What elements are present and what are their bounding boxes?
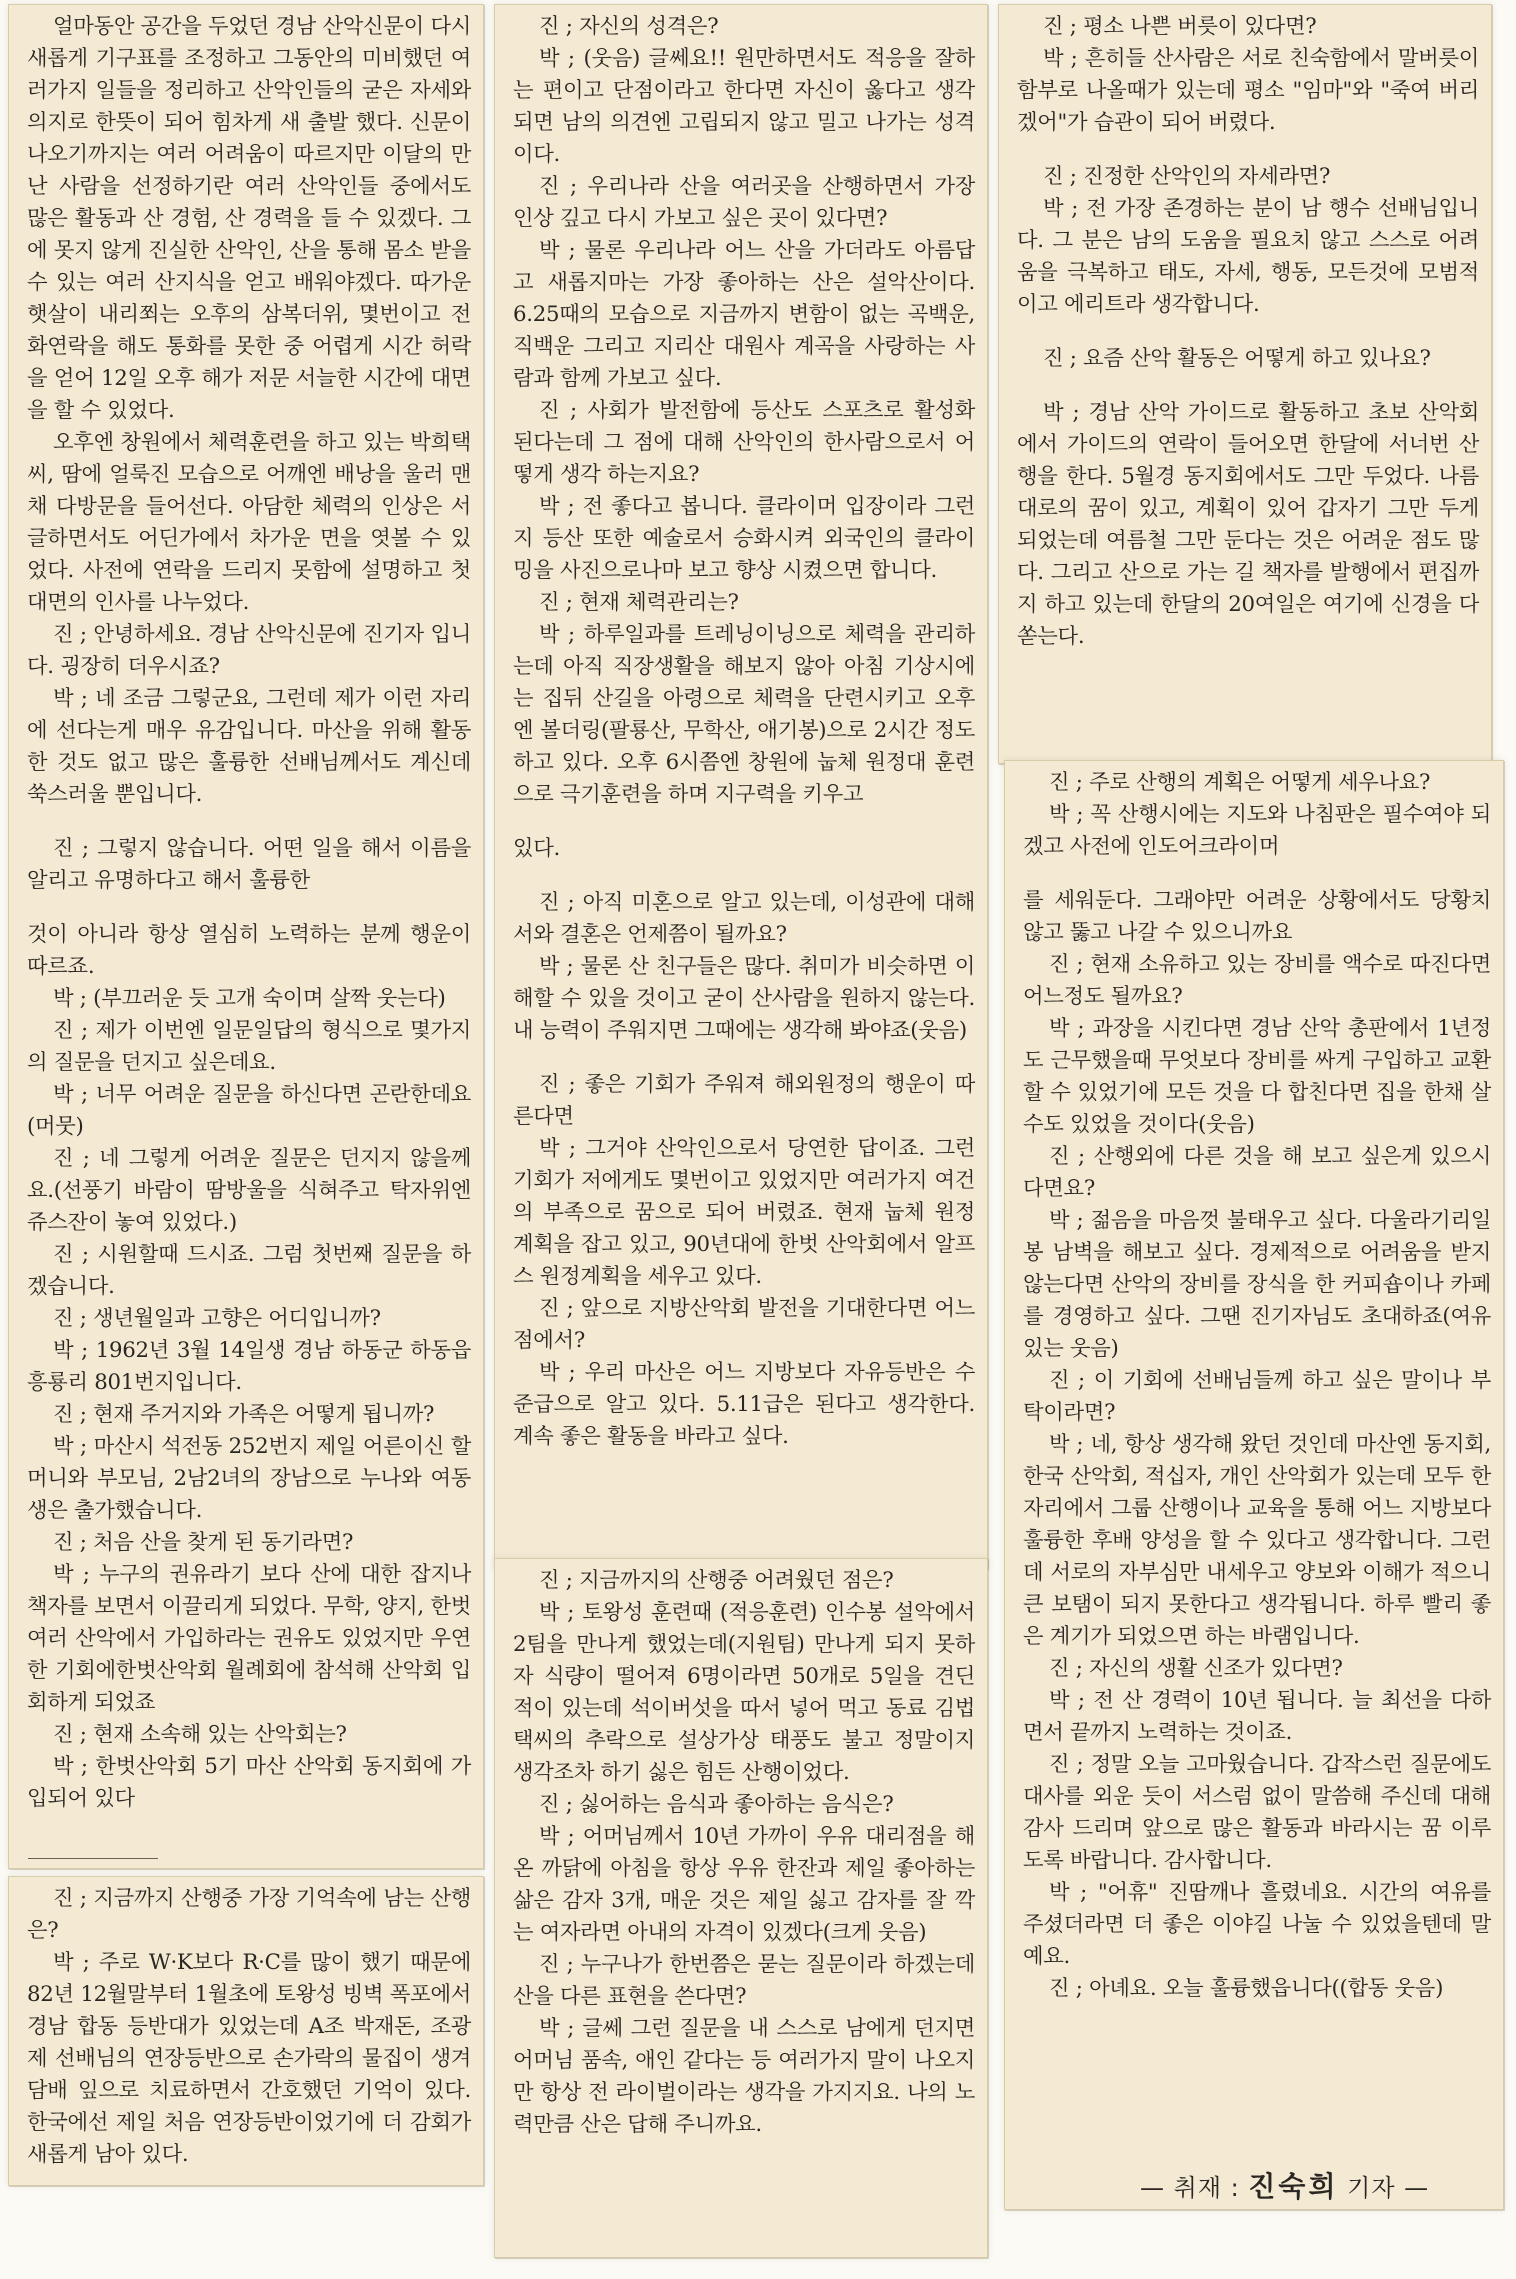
qa-line: 박 ; 1962년 3월 14일생 경남 하동군 하동읍 흥룡리 801번지입니다. — [27, 1338, 471, 1395]
qa-line: 진 ; 평소 나쁜 버릇이 있다면? — [1043, 14, 1317, 39]
qa-line: 진 ; 제가 이번엔 일문일답의 형식으로 몇가지의 질문을 던지고 싶은데요. — [27, 1018, 471, 1075]
qa-line: 진 ; 앞으로 지방산악회 발전을 기대한다면 어느 점에서? — [513, 1296, 975, 1353]
qa-line: 진 ; 현재 체력관리는? — [539, 590, 739, 615]
qa-line: 진 ; 자신의 성격은? — [539, 14, 719, 39]
qa-line: 진 ; 시원할때 드시죠. 그럼 첫번째 질문을 하겠습니다. — [27, 1242, 471, 1299]
qa-line: 진 ; 네 그렇게 어려운 질문은 던지지 않을께요.(선풍기 바람이 땀방울을 식혀주고 탁자위엔 쥬스잔이 놓여 있었다.) — [27, 1146, 471, 1235]
column-3-clipping — [998, 4, 1492, 764]
qa-line: 박 ; 어머님께서 10년 가까이 우유 대리점을 해온 까닭에 아침을 항상 우유 한잔과 제일 좋아하는 삶은 감자 3개, 매운 것은 제일 싫고 감자를 잘 깍는 여자라면 아내의 자격이 있겠다(크게 웃음) — [513, 1824, 975, 1945]
column-2-bottom-clipping — [494, 1558, 988, 2258]
qa-line: 박 ; (웃음) 글쎄요!! 원만하면서도 적응을 잘하는 편이고 단점이라고 한다면 자신이 옳다고 생각되면 남의 의견엔 고립되지 않고 밀고 나가는 성격이다. — [513, 46, 975, 167]
qa-line: 박 ; "어휴" 진땀깨나 흘렸네요. 시간의 여유를 주셨더라면 더 좋은 이야길 나눌 수 있었을텐데 말예요. — [1023, 1880, 1491, 1969]
qa-line: 있다. — [513, 836, 561, 861]
qa-line: 진 ; 요즘 산악 활동은 어떻게 하고 있나요? — [1043, 346, 1431, 371]
qa-line: 박 ; 누구의 권유라기 보다 산에 대한 잡지나 책자를 보면서 이끌리게 되었다. 무학, 양지, 한벗 여러 산악에서 가입하라는 권유도 있었지만 우연한 기회에한벗산악회 월례회에 참석해 산악회 입회하게 되었죠 — [27, 1562, 471, 1715]
qa-line: 박 ; 우리 마산은 어느 지방보다 자유등반은 수준급으로 알고 있다. 5.11급은 된다고 생각한다. 계속 좋은 활동을 바라고 싶다. — [513, 1360, 975, 1449]
qa-line: 진 ; 생년월일과 고향은 어디입니까? — [53, 1306, 381, 1331]
qa-line: 박 ; 글쎄 그런 질문을 내 스스로 남에게 던지면 어머님 품속, 애인 같다는 등 여러가지 말이 나오지만 항상 전 라이벌이라는 생각을 가지지요. 나의 노력만큼 산은 답해 주니까요. — [513, 2016, 975, 2137]
intro-paragraph-1: 얼마동안 공간을 두었던 경남 산악신문이 다시 새롭게 기구표를 조정하고 그동안의 미비했던 여러가지 일들을 정리하고 산악인들의 굳은 자세와 의지로 한뜻이 되어 힘차게 새 출발 했다. 신문이 나오기까지는 여러 어려움이 따르지만 이달의 만난 사람을 선정하기란 여러 산악인들 중에서도 많은 활동과 산 경험, 산 경력을 들 수 있겠다. 그에 못지 않게 진실한 산악인, 산을 통해 몸소 받을 수 있는 여러 산지식을 얻고 배워야겠다. 따가운 햇살이 내리쬐는 오후의 삼복더위, 몇번이고 전화연락을 해도 통화를 못한 중 어렵게 시간 허락을 얻어 12일 오후 해가 저문 서늘한 시간에 대면을 할 수 있었다. — [27, 14, 471, 423]
qa-line: 진 ; 현재 주거지와 가족은 어떻게 됩니까? — [53, 1402, 435, 1427]
qa-line: 박 ; 물론 산 친구들은 많다. 취미가 비슷하면 이해할 수 있을 것이고 굳이 산사람을 원하지 않는다. 내 능력이 주워지면 그때에는 생각해 봐야죠(웃음) — [513, 954, 975, 1043]
qa-line: 진 ; 주로 산행의 계획은 어떻게 세우나요? — [1049, 770, 1431, 795]
qa-line: 진 ; 누구나가 한번쯤은 묻는 질문이라 하겠는데 산을 다른 표현을 쓴다면? — [513, 1952, 975, 2009]
qa-line: 박 ; 물론 우리나라 어느 산을 가더라도 아름답고 새롭지마는 가장 좋아하는 산은 설악산이다. 6.25때의 모습으로 지금까지 변함이 없는 곡백운, 직백운 그리고 지리산 대원사 계곡을 사랑하는 사람과 함께 가보고 싶다. — [513, 238, 975, 391]
qa-line: 박 ; 꼭 산행시에는 지도와 나침판은 필수여야 되겠고 사전에 인도어크라이머 — [1023, 802, 1491, 859]
qa-line: 진 ; 아녜요. 오늘 훌륭했읍니다((합동 웃음) — [1049, 1976, 1444, 2001]
qa-line: 박 ; 경남 산악 가이드로 활동하고 초보 산악회에서 가이드의 연락이 들어오면 한달에 서너번 산행을 한다. 5월경 동지회에서도 그만 두었다. 나름대로의 꿈이 있고, 계획이 있어 갑자기 그만 두게 되었는데 여름철 그만 둔다는 것은 어려운 점도 많다. 그리고 산으로 가는 길 책자를 발행에서 편집까지 하고 있는데 한달의 20여일은 여기에 신경을 다쏟는다. — [1017, 400, 1479, 649]
qa-line: 진 ; 자신의 생활 신조가 있다면? — [1049, 1656, 1343, 1681]
qa-line: 것이 아니라 항상 열심히 노력하는 분께 행운이 따르죠. — [27, 922, 471, 979]
byline-prefix: — 취재 : — [1140, 2174, 1249, 2202]
qa-line: 진 ; 사회가 발전함에 등산도 스포츠로 활성화 된다는데 그 점에 대해 산악인의 한사람으로서 어떻게 생각 하는지요? — [513, 398, 975, 487]
qa-line: 박 ; 그거야 산악인으로서 당연한 답이죠. 그런 기회가 저에게도 몇번이고 있었지만 여러가지 여건의 부족으로 꿈으로 되어 버렸죠. 현재 눕체 원정 계획을 잡고 있고, 90년대에 한벗 산악회에서 알프스 원정계획을 세우고 있다. — [513, 1136, 975, 1289]
intro-paragraph-2: 오후엔 창원에서 체력훈련을 하고 있는 박희택씨, 땀에 얼룩진 모습으로 어깨엔 배낭을 울러 맨채 다방문을 들어선다. 아담한 체력의 인상은 서글하면서도 어딘가에서 차가운 면을 엿볼 수 있었다. 사전에 연락을 드리지 못함에 설명하고 첫 대면의 인사를 나누었다. — [27, 430, 471, 615]
column-1-bottom-clipping — [8, 1876, 484, 2186]
qa-line: 박 ; 네, 항상 생각해 왔던 것인데 마산엔 동지회, 한국 산악회, 적십자, 개인 산악회가 있는데 모두 한 자리에서 그룹 산행이나 교육을 통해 어느 지방보다 훌륭한 후배 양성을 할 수 있다고 생각합니다. 그런데 서로의 자부심만 내세우고 양보와 이해가 적으니 큰 보탬이 되지 못한다고 생각됩니다. 하루 빨리 좋은 계기가 되었으면 하는 바램입니다. — [1023, 1432, 1491, 1649]
qa-line: 박 ; 전 산 경력이 10년 됩니다. 늘 최선을 다하면서 끝까지 노력하는 것이죠. — [1023, 1688, 1491, 1745]
qa-line: 진 ; 싫어하는 음식과 좋아하는 음식은? — [539, 1792, 894, 1817]
column-1-clipping — [8, 4, 484, 1869]
reporter-byline — [1140, 2165, 1429, 2205]
qa-line: 진 ; 우리나라 산을 여러곳을 산행하면서 가장 인상 깊고 다시 가보고 싶은 곳이 있다면? — [513, 174, 975, 231]
qa-line: 박 ; 주로 W·K보다 R·C를 많이 했기 때문에 82년 12월말부터 1월초에 토왕성 빙벽 폭포에서 경남 합동 등반대가 있었는데 A조 박재돈, 조광제 선배님의 연장등반으로 손가락의 물집이 생겨 담배 잎으로 치료하면서 간호했던 기억이 있다. 한국에선 제일 처음 연장등반이었기에 더 감회가 새롭게 남아 있다. — [27, 1950, 471, 2167]
qa-line: 박 ; 과장을 시킨다면 경남 산악 총판에서 1년정도 근무했을때 무엇보다 장비를 싸게 구입하고 교환할 수 있었기에 모든 것을 다 합친다면 집을 한채 살 수도 있었을 것이다(웃음) — [1023, 1016, 1491, 1137]
qa-line: 를 세워둔다. 그래야만 어려운 상황에서도 당황치 않고 뚫고 나갈 수 있으니까요 — [1023, 888, 1491, 945]
qa-line: 박 ; 흔히들 산사람은 서로 친숙함에서 말버릇이 함부로 나올때가 있는데 평소 "임마"와 "죽여 버리겠어"가 습관이 되어 버렸다. — [1017, 46, 1479, 135]
qa-line: 박 ; 너무 어려운 질문을 하신다면 곤란한데요(머뭇) — [27, 1082, 471, 1139]
qa-line: 진 ; 처음 산을 찾게 된 동기라면? — [53, 1530, 354, 1555]
qa-line: 진 ; 정말 오늘 고마웠습니다. 갑작스런 질문에도 대사를 외운 듯이 서스럼 없이 말씀해 주신데 대해 감사 드리며 앞으로 많은 활동과 바라시는 꿈 이루도록 바랍니다. 감사합니다. — [1023, 1752, 1491, 1873]
column-1-divider — [28, 1858, 158, 1859]
byline-suffix: 기자 — — [1338, 2174, 1430, 2202]
qa-line: 박 ; 전 좋다고 봅니다. 클라이머 입장이라 그런지 등산 또한 예술로서 승화시켜 외국인의 클라이밍을 사진으로나마 보고 향상 시켰으면 합니다. — [513, 494, 975, 583]
qa-line: 박 ; 젊음을 마음껏 불태우고 싶다. 다울라기리일봉 남벽을 해보고 싶다. 경제적으로 어려움을 받지 않는다면 산악의 장비를 장식을 한 커피숍이나 카페를 경영하고 싶다. 그땐 진기자님도 초대하죠(여유있는 웃음) — [1023, 1208, 1491, 1361]
qa-line: 박 ; 네 조금 그렇군요, 그런데 제가 이런 자리에 선다는게 매우 유감입니다. 마산을 위해 활동 한 것도 없고 많은 훌륭한 선배님께서도 계신데 쑥스러울 뿐입니다. — [27, 686, 471, 807]
qa-line: 진 ; 산행외에 다른 것을 해 보고 싶은게 있으시다면요? — [1023, 1144, 1491, 1201]
qa-line: 박 ; (부끄러운 듯 고개 숙이며 살짝 웃는다) — [53, 986, 446, 1011]
qa-line: 진 ; 현재 소속해 있는 산악회는? — [53, 1722, 347, 1747]
qa-line: 진 ; 현재 소유하고 있는 장비를 액수로 따진다면 어느정도 될까요? — [1023, 952, 1491, 1009]
qa-line: 진 ; 이 기회에 선배님들께 하고 싶은 말이나 부탁이라면? — [1023, 1368, 1491, 1425]
qa-line: 진 ; 좋은 기회가 주워져 해외원정의 행운이 따른다면 — [513, 1072, 975, 1129]
qa-line: 박 ; 전 가장 존경하는 분이 남 행수 선배님입니다. 그 분은 남의 도움을 필요치 않고 스스로 어려움을 극복하고 태도, 자세, 행동, 모든것에 모범적이고 에리트라 생각합니다. — [1017, 196, 1479, 317]
column-3-bottom-clipping — [1004, 760, 1504, 2210]
qa-line: 진 ; 그렇지 않습니다. 어떤 일을 해서 이름을 알리고 유명하다고 해서 훌륭한 — [27, 836, 471, 893]
qa-line: 진 ; 지금까지 산행중 가장 기억속에 남는 산행은? — [27, 1886, 471, 1943]
reporter-name: 진숙희 — [1248, 2170, 1339, 2203]
qa-line: 박 ; 토왕성 훈련때 (적응훈련) 인수봉 설악에서 2팀을 만나게 했었는데(지원팀) 만나게 되지 못하자 식량이 떨어져 6명이라면 50개로 5일을 견딘 적이 있는데 석이버섯을 따서 넣어 먹고 동료 김법택씨의 추락으로 설상가상 태풍도 불고 정말이지 생각조차 하기 싫은 힘든 산행이었다. — [513, 1600, 975, 1785]
qa-line: 박 ; 마산시 석전동 252번지 제일 어른이신 할머니와 부모님, 2남2녀의 장남으로 누나와 여동생은 출가했습니다. — [27, 1434, 471, 1523]
qa-line: 진 ; 지금까지의 산행중 어려웠던 점은? — [539, 1568, 894, 1593]
column-2-clipping — [494, 4, 988, 1569]
qa-line: 진 ; 진정한 산악인의 자세라면? — [1043, 164, 1331, 189]
qa-line: 진 ; 아직 미혼으로 알고 있는데, 이성관에 대해서와 결혼은 언제쯤이 될까요? — [513, 890, 975, 947]
qa-line: 박 ; 한벗산악회 5기 마산 산악회 동지회에 가입되어 있다 — [27, 1754, 471, 1811]
qa-line: 박 ; 하루일과를 트레닝이닝으로 체력을 관리하는데 아직 직장생활을 해보지 않아 아침 기상시에는 집뒤 산길을 아령으로 체력을 단련시키고 오후엔 볼더링(팔룡산, 무학산, 애기봉)으로 2시간 정도 하고 있다. 오후 6시쯤엔 창원에 눕체 원정대 훈련으로 극기훈련을 하며 지구력을 키우고 — [513, 622, 975, 807]
qa-line: 진 ; 안녕하세요. 경남 산악신문에 진기자 입니다. 굉장히 더우시죠? — [27, 622, 471, 679]
